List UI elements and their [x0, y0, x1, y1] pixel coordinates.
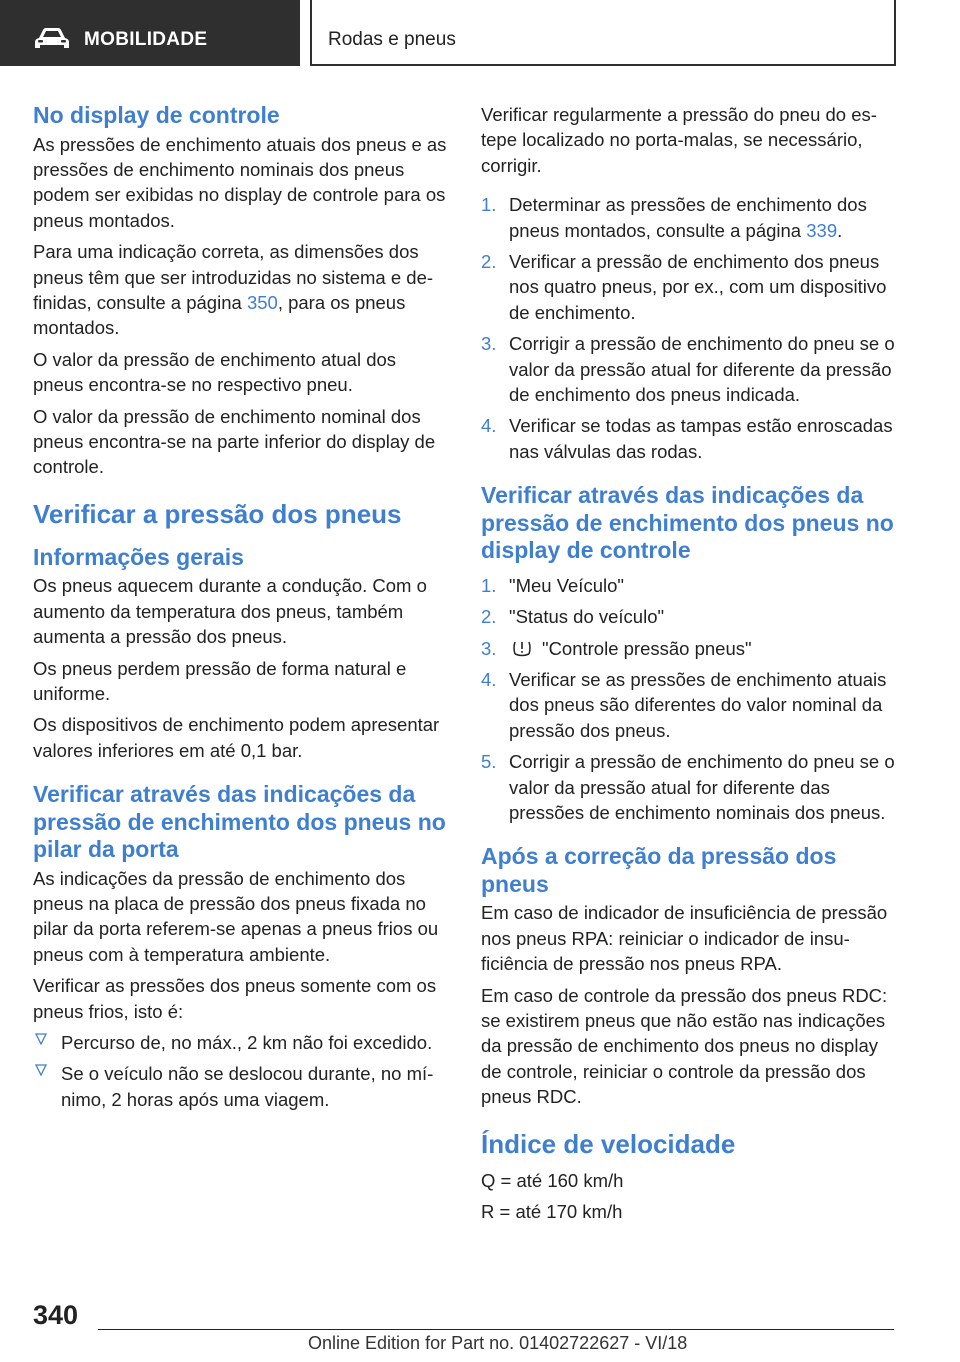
step-number: 2.	[481, 251, 497, 273]
page-number: 340	[33, 1300, 79, 1330]
right-column	[481, 102, 897, 1231]
page-link-339[interactable]: 339	[806, 219, 838, 241]
paragraph: Os pneus aquecem durante a condução. Com o aumento da temperatura dos pneus, também aumenta a pressão dos pneus.	[33, 575, 427, 648]
tire-pressure-warning-icon	[512, 639, 532, 657]
heading-display-indicacoes: Verificar através das indicações da pressão de enchimento dos pneus no display de controle	[481, 482, 894, 564]
section-title: MOBILIDADE	[84, 29, 208, 50]
step-number: 5.	[481, 751, 497, 773]
paragraph: O valor da pressão de enchimento atual dos pneus encontra-se no respectivo pneu.	[33, 348, 397, 396]
step-number: 2.	[481, 606, 497, 628]
speed-index-r: R = até 170 km/h	[481, 1201, 623, 1223]
heading-apos-correcao: Após a correção da pressão dos pneus	[481, 843, 837, 897]
page-header	[0, 0, 960, 66]
list-item: 4. Verificar se todas as tampas estão enroscadas nas válvulas das rodas.	[481, 415, 893, 462]
step-number: 1.	[481, 574, 497, 596]
paragraph: Para uma indicação correta, as dimensões dos pneus têm que ser introduzidas no sistema e definidas, consulte a página 350, para os pneus montados.	[33, 241, 434, 339]
paragraph: Em caso de indicador de insuficiência de pressão nos pneus RPA: reiniciar o indicador de insuficiência de pressão nos pneus RPA.	[481, 902, 888, 975]
step-number: 3.	[481, 333, 497, 355]
footer-divider	[98, 1329, 894, 1330]
list-item: 2. Verificar a pressão de enchimento dos pneus nos quatro pneus, por ex., com um dispositivo de enchimento.	[481, 251, 887, 323]
heading-verificar-pressao: Verificar a pressão dos pneus	[33, 498, 402, 529]
list-item: 5. Corrigir a pressão de enchimento do pneu se o valor da pressão atual for diferente das pressões de enchimento nominais dos pneus.	[481, 751, 895, 824]
list-item: 2. "Status do veículo"	[481, 604, 897, 629]
list-item: 3. "Controle pressão pneus"	[481, 636, 897, 661]
list-item: 1. "Meu Veículo"	[481, 573, 897, 598]
paragraph: O valor da pressão de enchimento nominal dos pneus encontra-se na parte inferior do display de controle.	[33, 405, 436, 478]
paragraph: Em caso de controle da pressão dos pneus RDC: se existirem pneus que não estão nas indicações da pressão de enchimento dos pneus no display de controle, reiniciar o controle da pressão dos pneus RDC.	[481, 984, 888, 1108]
chapter-title: Rodas e pneus	[328, 29, 456, 50]
list-item: 3. Corrigir a pressão de enchimento do pneu se o valor da pressão atual for diferente da pressão de enchimento dos pneus indicada.	[481, 333, 895, 406]
paragraph: Os dispositivos de enchimento podem apresentar valores inferiores em até 0,1 bar.	[33, 714, 440, 761]
paragraph: As indicações da pressão de enchimento dos pneus na placa de pressão dos pneus fixada no pilar da porta referem-se apenas a pneus frios ou pneus com à temperatura ambiente.	[33, 867, 439, 965]
list-item: 1. Determinar as pressões de enchimento dos pneus montados, consulte a página 339.	[481, 194, 867, 241]
triangle-bullet-icon	[35, 1033, 47, 1045]
heading-indice-velocidade: Índice de velocidade	[481, 1128, 736, 1159]
step-number: 4.	[481, 669, 497, 690]
car-icon	[34, 27, 70, 51]
step-number: 3.	[481, 637, 497, 659]
heading-display-de-controle: No display de controle	[33, 102, 280, 128]
paragraph: As pressões de enchimento atuais dos pneus e as pressões de enchimento nominais dos pneus podem ser exibidas no display de controle para os pneus montados.	[33, 133, 447, 231]
list-item: Se o veículo não se deslocou durante, no mínimo, 2 horas após uma viagem.	[33, 1061, 450, 1112]
section-tab	[0, 0, 300, 66]
triangle-bullet-icon	[35, 1064, 47, 1076]
list-item: Percurso de, no máx., 2 km não foi excedido.	[33, 1030, 450, 1055]
step-number: 1.	[481, 194, 497, 216]
speed-index-q: Q = até 160 km/h	[481, 1169, 624, 1191]
edition-note: Online Edition for Part no. 01402722627 - VI/18	[308, 1333, 688, 1353]
chapter-tab	[310, 0, 896, 66]
paragraph: Os pneus perdem pressão de forma natural e uniforme.	[33, 657, 407, 704]
step-number: 4.	[481, 415, 497, 437]
left-column	[33, 102, 450, 1118]
heading-pilar-da-porta: Verificar através das indicações da pressão de enchimento dos pneus no pilar da porta	[33, 781, 446, 863]
paragraph: Verificar as pressões dos pneus somente com os pneus frios, isto é:	[33, 975, 437, 1022]
page-link-350[interactable]: 350	[246, 291, 278, 313]
heading-informacoes-gerais: Informações gerais	[33, 543, 244, 570]
list-item: 4. Verificar se as pressões de enchimento atuais dos pneus são diferentes do valor nominal da pressão dos pneus.	[481, 669, 887, 741]
paragraph: Verificar regularmente a pressão do pneu do estepe localizado no porta-malas, se necessário, corrigir.	[481, 104, 877, 176]
